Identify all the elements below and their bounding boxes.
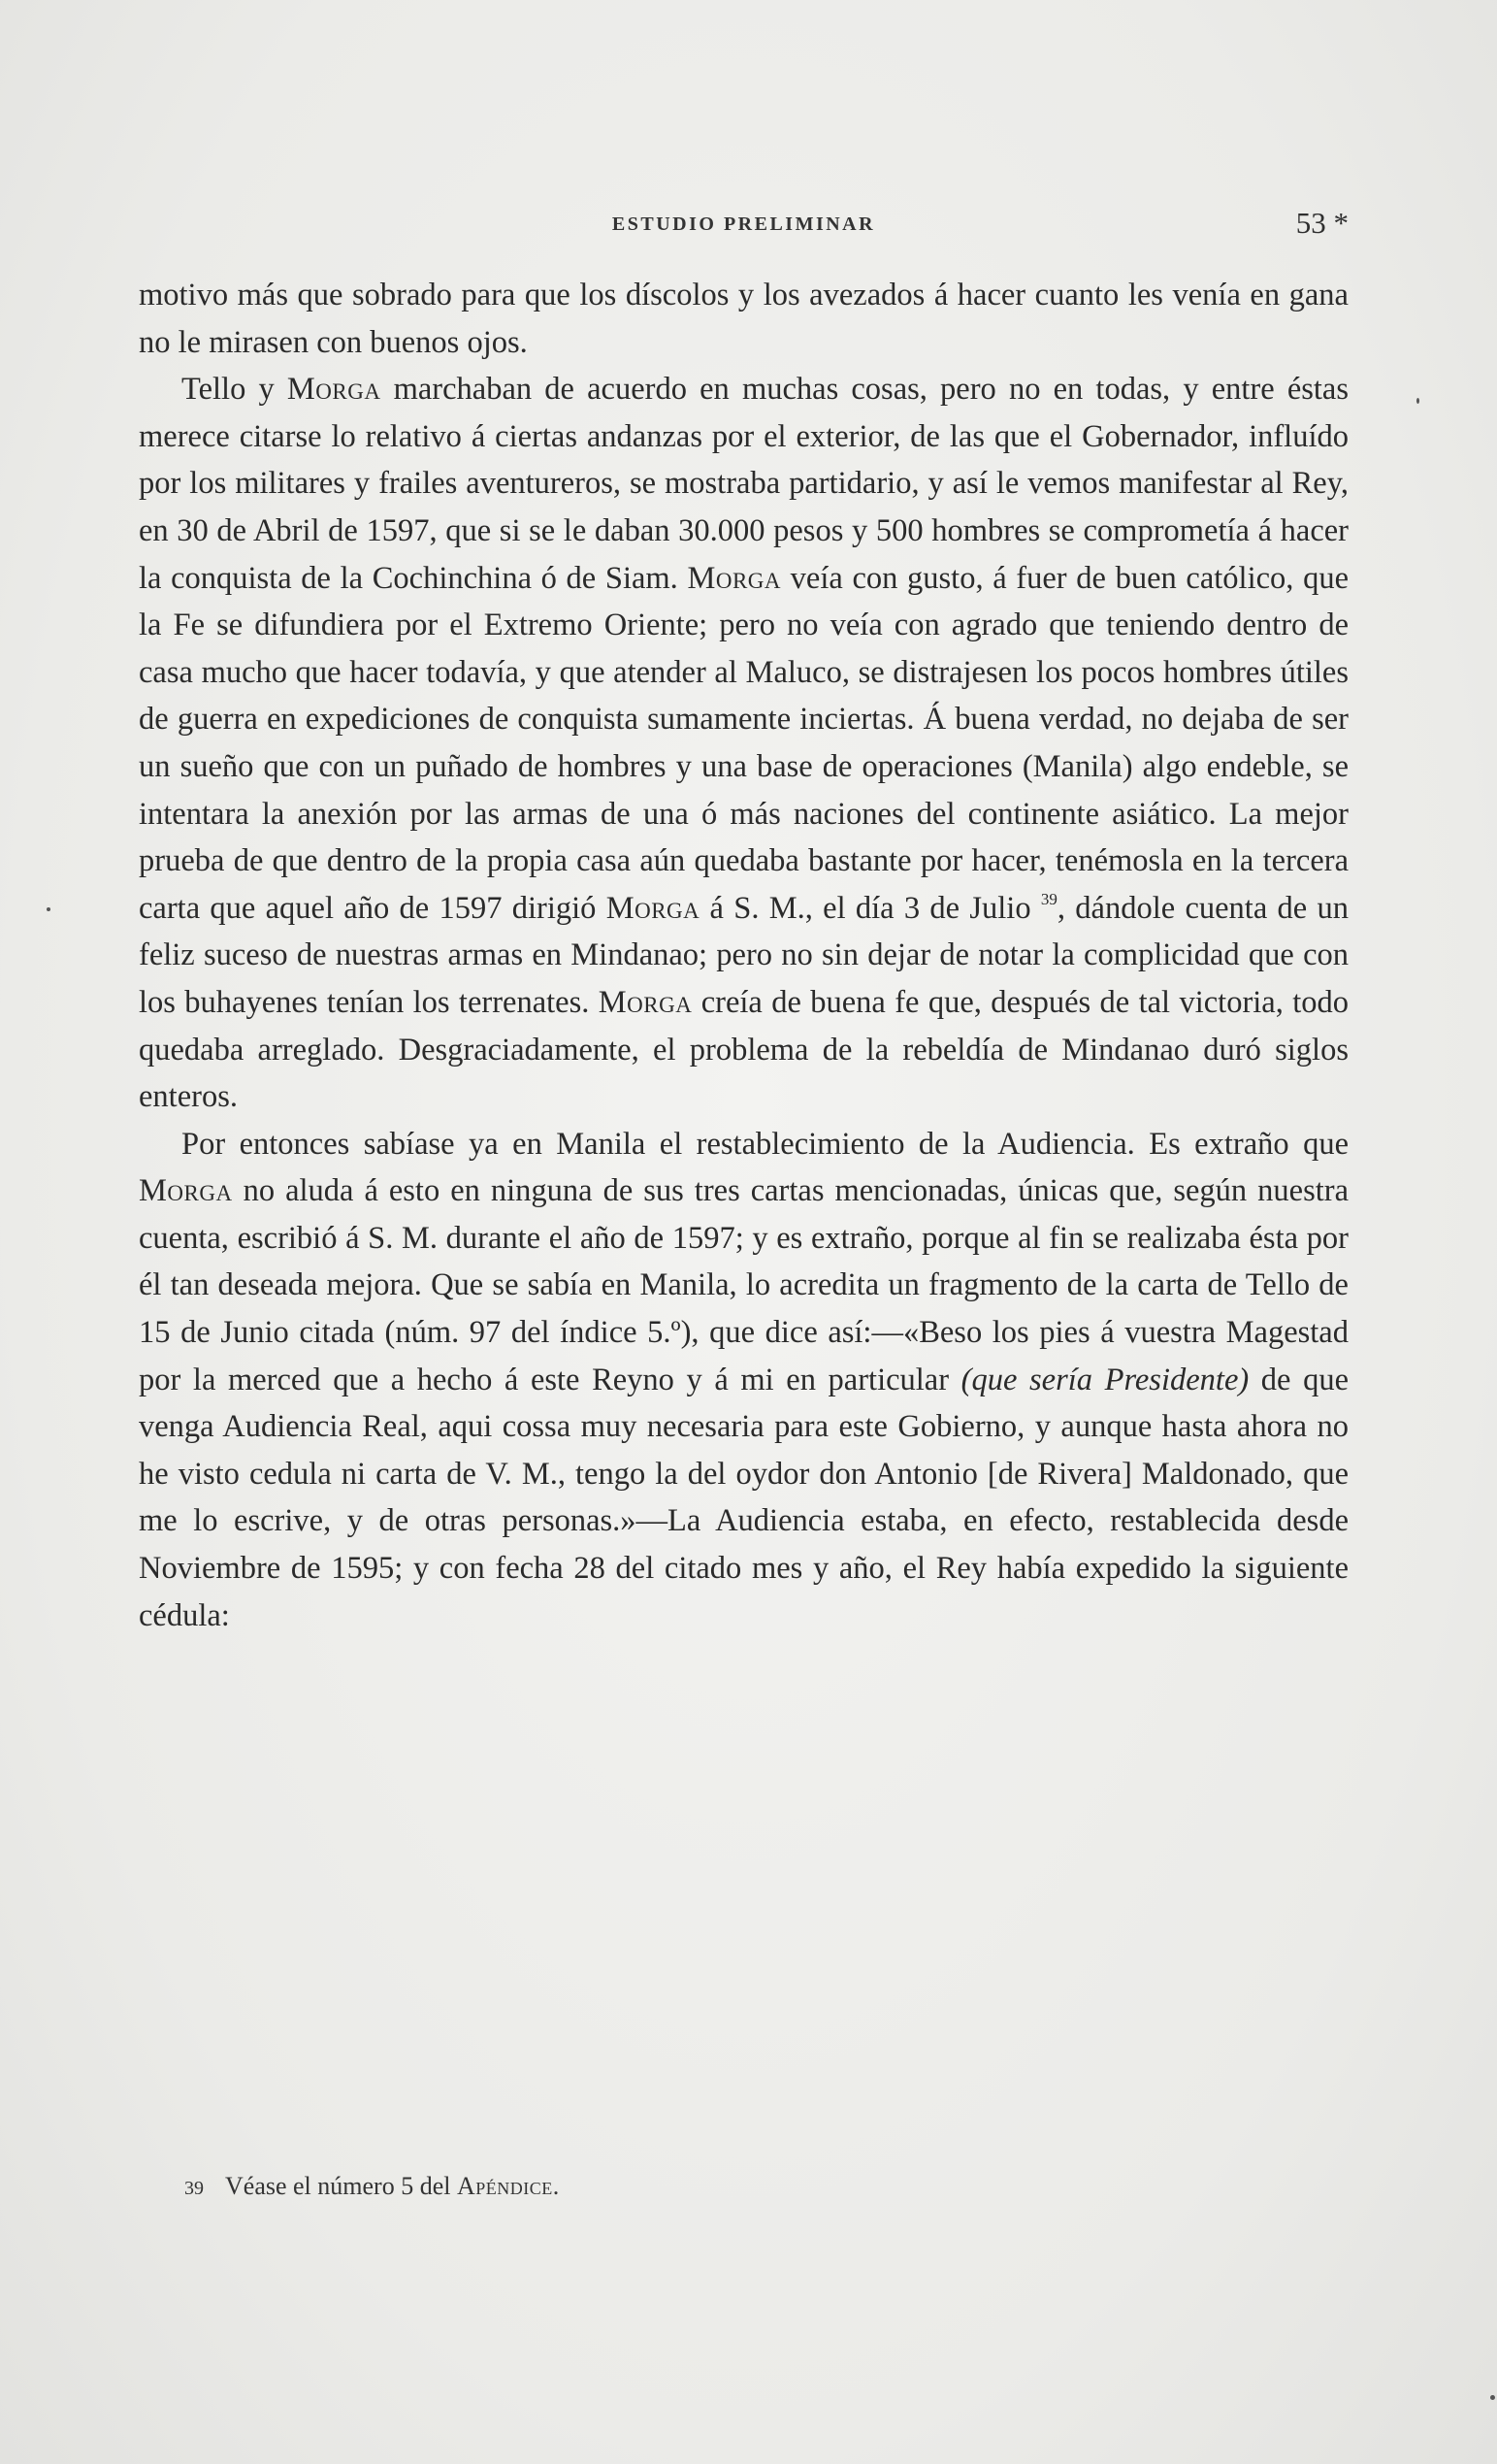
paragraph [139,1121,1349,1640]
name-morga: Morga [598,984,693,1020]
text-run: á S. M., el día 3 de Julio [700,890,1041,926]
paragraph [139,366,1349,1121]
body-text [139,272,1349,1639]
text-run: creía de buena fe que, después de tal victoria, todo quedaba arreglado. Desgraciadamente, el problema de la rebeldía de Mindanao duró siglos enteros. [139,984,1349,1115]
text-run: Por entonces sabíase ya en Manila el restablecimiento de la Audiencia. Es extraño que [181,1126,1349,1162]
footnote-ref: 39 [1040,889,1058,908]
italic-text: (que sería Presidente) [960,1362,1250,1397]
running-title: ESTUDIO PRELIMINAR [611,214,876,235]
text-run: no aluda á esto en ninguna de sus tres cartas mencionadas, únicas que, según nuestra cuenta, escribió á S. M. durante el año de 1597; y es extraño, porque al fin se realizaba ésta por él tan deseada mejora. Que se sabía en Manila, lo acredita un fragmento de la carta de Tello de 15 de Junio citada (núm. 97 del índice 5.º), que dice así:—«Beso los pies á vuestra Magestad por la merced que a hecho á este Reyno y á mi en particular [139,1173,1349,1397]
text-run: motivo más que sobrado para que los díscolos y los avezados á hacer cuanto les venía en gana no le mirasen con buenos ojos. [139,278,1349,360]
paper-speck [1490,2395,1495,2400]
name-morga: Morga [605,890,700,926]
text-run: Tello y [181,372,287,408]
name-morga: Morga [139,1173,233,1209]
footnote-appendix: Apéndice [456,2172,553,2200]
name-morga: Morga [286,372,381,408]
page-number: 53 * [1295,206,1349,240]
footnote-text: Véase el número 5 del [225,2172,457,2200]
paper-speck [1416,398,1419,404]
text-run: de que venga Audiencia Real, aqui cossa muy necesaria para este Gobierno, y aunque hasta ahora no he visto cedula ni carta de V. M., tengo la del oydor don Antonio [de Rivera] Maldonado, que me lo escrive, y de otras personas.»—La Audiencia estaba, en efecto, restablecida desde Noviembre de 1595; y con fecha 28 del citado mes y año, el Rey había expedido la siguiente cédula: [139,1362,1349,1633]
text-run: , dándole cuenta de un feliz suceso de nuestras armas en Mindanao; pero no sin dejar de notar la complicidad que con los buhayenes tenían los terrenates. [139,890,1349,1020]
paragraph [139,272,1349,366]
text-run: veía con gusto, á fuer de buen católico, que la Fe se difundiera por el Extremo Oriente; pero no veía con agrado que teniendo dentro de casa mucho que hacer todavía, y que atender al Maluco, se distrajesen los pocos hombres útiles de guerra en expediciones de conquista sumamente inciertas. Á buena verdad, no dejaba de ser un sueño que con un puñado de hombres y una base de operaciones (Manila) algo endeble, se intentara la anexión por las armas de una ó más naciones del continente asiático. La mejor prueba de que dentro de la propia casa aún quedaba bastante por hacer, tenémosla en la tercera carta que aquel año de 1597 dirigió [139,560,1349,926]
name-morga: Morga [687,560,782,596]
footnote [184,2170,1300,2205]
footnote-number: 39 [184,2178,204,2199]
text-run: marchaban de acuerdo en muchas cosas, pero no en todas, y entre éstas merece citarse lo relativo á ciertas andanzas por el exterior, de las que el Gobernador, influído por los militares y frailes aventureros, se mostraba partidario, y así le vemos manifestar al Rey, en 30 de Abril de 1597, que si se le daban 30.000 pesos y 500 hombres se comprometía á hacer la conquista de la Cochinchina ó de Siam. [139,372,1349,596]
footnote-end: . [552,2172,560,2200]
paper-speck [47,907,50,911]
running-head [139,206,1349,245]
